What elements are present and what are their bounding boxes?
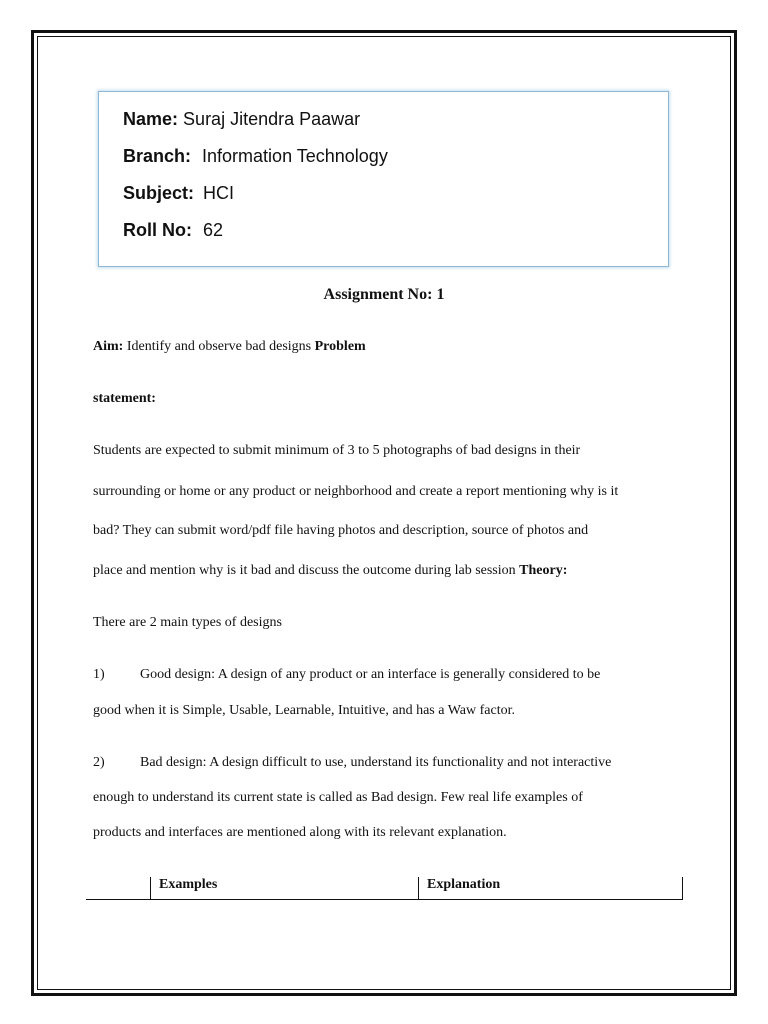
types-intro: There are 2 main types of designs [93, 615, 282, 630]
table-header-examples: Examples [151, 877, 419, 900]
assignment-title: Assignment No: 1 [323, 286, 445, 303]
aim-line [93, 339, 366, 355]
paragraph-line: place and mention why is it bad and discuss the outcome during lab session [93, 563, 520, 578]
list-item-text: good when it is Simple, Usable, Learnable, Intuitive, and has a Waw factor. [93, 703, 516, 718]
roll-label: Roll No: [123, 220, 192, 240]
theory-label: Theory: [519, 563, 568, 578]
name-row [123, 109, 360, 130]
aim-text: Identify and observe bad designs [123, 339, 315, 354]
subject-value: HCI [203, 183, 235, 203]
list-item-text: Bad design: A design difficult to use, understand its functionality and not interactive [140, 755, 612, 770]
list-item-number: 2) [93, 755, 105, 770]
statement-label [93, 391, 156, 407]
list-item-text: enough to understand its current state is called as Bad design. Few real life examples of [93, 790, 583, 805]
list-item-text: products and interfaces are mentioned along with its relevant explanation. [93, 825, 507, 840]
subject-row [123, 183, 234, 204]
problem-label: Problem [314, 339, 366, 354]
name-value: Suraj Jitendra Paawar [183, 109, 361, 129]
aim-label: Aim: [93, 339, 124, 354]
name-label: Name: [123, 109, 179, 129]
roll-row [123, 220, 223, 241]
table-header-explanation: Explanation [419, 877, 683, 900]
paragraph-line: bad? They can submit word/pdf file having photos and description, source of photos and [93, 523, 589, 538]
table-header-blank [86, 877, 151, 900]
paragraph-line-theory [93, 563, 567, 579]
statement-label-text: statement: [93, 391, 156, 406]
table-header-row [86, 877, 683, 900]
branch-value: Information Technology [202, 146, 388, 166]
examples-table [86, 877, 683, 900]
list-item-number: 1) [93, 667, 105, 682]
list-item-text: Good design: A design of any product or an interface is generally considered to be [140, 667, 601, 682]
paragraph-line: Students are expected to submit minimum of 3 to 5 photographs of bad designs in their [93, 443, 581, 458]
roll-value: 62 [203, 220, 224, 240]
branch-row [123, 146, 388, 167]
subject-label: Subject: [123, 183, 195, 203]
paragraph-line: surrounding or home or any product or neighborhood and create a report mentioning why is it [93, 484, 619, 499]
branch-label: Branch: [123, 146, 192, 166]
